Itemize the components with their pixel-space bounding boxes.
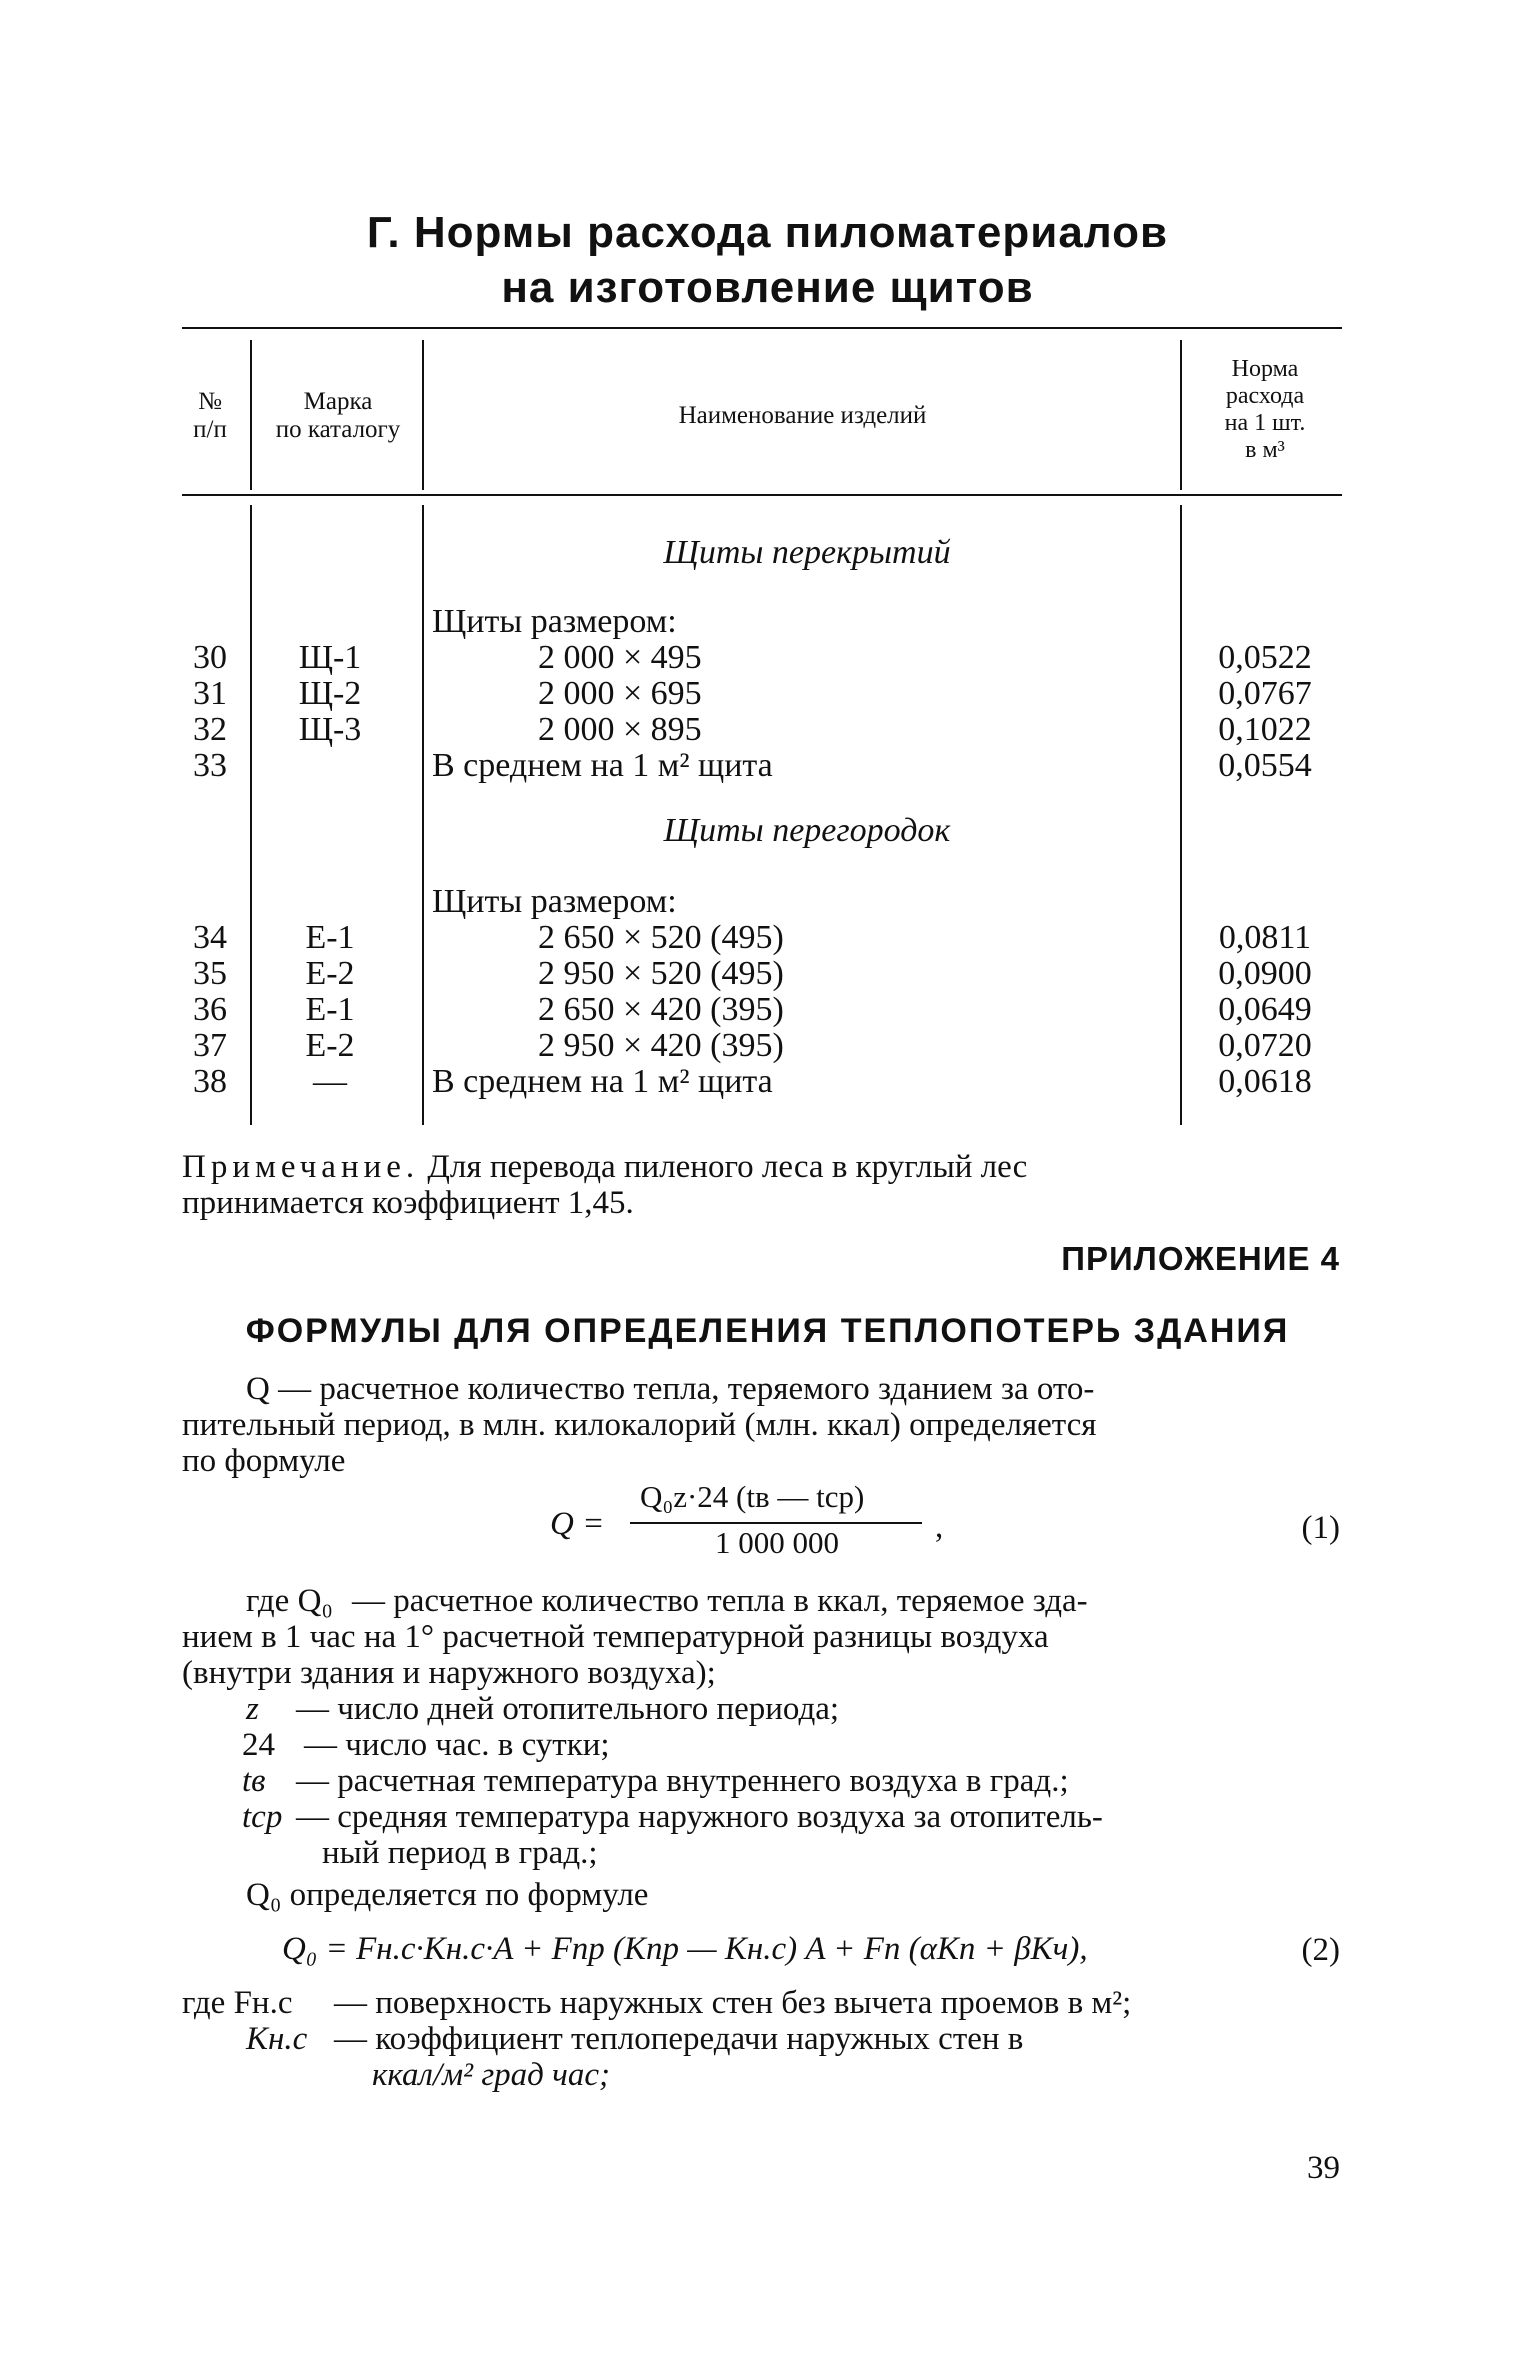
table-col-divider <box>250 340 252 490</box>
header-name: Наименование изделий <box>678 402 927 429</box>
note-label: Примечание. <box>182 1149 420 1185</box>
formula-1-sep: , <box>935 1509 944 1545</box>
q0-intro: Q₀ определяется по формуле <box>246 1877 649 1913</box>
fraction-bar <box>630 1522 922 1524</box>
where-text: — число час. в сутки; <box>304 1727 610 1763</box>
table-note <box>182 1150 1027 1184</box>
formula-1-number: (1) <box>1301 1510 1340 1546</box>
where-text: — поверхность наружных стен без вычета проемов в м²; <box>334 1985 1132 2021</box>
header-mark: Марка по каталогу <box>275 388 401 443</box>
table-col-divider <box>1180 340 1182 490</box>
header-norm: Норма расхода на 1 шт. в м³ <box>1224 356 1306 463</box>
where-sym: 24 <box>242 1727 275 1763</box>
where-text: ккал/м² град час; <box>372 2057 611 2093</box>
formula-1-denominator: 1 000 000 <box>715 1525 839 1560</box>
section-title-text: Нормы расхода пиломатериалов <box>413 208 1169 257</box>
document-page: Г. Нормы расхода пиломатериалов на изготовление щитов № п/п Марка по каталогу Наименование изделий Норма расхода на 1 шт. в м³ Щиты перекрытий Щиты размером: 30 Щ-1 2 000 × 495 0,0522 31 Щ-2 2 000 × 695 0,0767 32 Щ-3 2 000 × 895 0,1022 33 В среднем на 1 м² щита 0,0554 Щиты перегородок Щиты размером: 34 Е-1 2 650 × 520 (495) 0,0811 35 Е-2 2 950 × 520 (495) 0,0900 36 Е-1 2 650 × 420 (395) 0,0649 37 Е-2 2 950 × 420 (395) 0,0720 38 — В среднем на 1 м² щита 0,0618 Примечание. Для перевода пиленого леса в круглый лес принимается коэффициент 1,45. ПРИЛОЖЕНИЕ 4 ФОРМУЛЫ ДЛЯ ОПРЕДЕЛЕНИЯ ТЕПЛОПОТЕРЬ ЗДАНИЯ Q — расчетное количество тепла, теряемого зданием за ото- пительный период, в млн. килокалорий (млн. ккал) определяется по формуле Q = Q₀z·24 (tв — tср) 1 000 000 , (1) где Q₀ — расчетное количество тепла в ккал, теряемое зда- нием в 1 час на 1° расчетной температурной разницы воздуха (внутри здания и наружного воздуха); z — число дней отопительного периода; 24 — число час. в сутки; tв — расчетная температура внутреннего воздуха в град.; tср — средняя температура наружного воздуха за отопитель- ный период в град.; Q₀ определяется по формуле Q₀ = Fн.с·Kн.с·A + Fпр (Kпр — Kн.с) A + Fп (αKп + βKч), (2) где Fн.с — поверхность наружных стен без вычета проемов в м²; Kн.с — коэффициент теплопередачи наружных стен в ккал/м² град час; 39 <box>0 0 1535 2363</box>
intro-line: Q — расчетное количество тепла, теряемого зданием за ото- <box>246 1371 1095 1407</box>
where-text: — средняя температура наружного воздуха за отопитель- <box>296 1799 1103 1835</box>
where-sym: где Fн.с <box>182 1985 293 2021</box>
table-col-divider <box>422 505 424 1125</box>
where-text: ный период в град.; <box>322 1835 598 1871</box>
group-title: Щиты перегородок <box>663 812 951 849</box>
where-sym: z <box>246 1691 259 1727</box>
where-sym: Kн.с <box>246 2021 308 2057</box>
where-text: — коэффициент теплопередачи наружных стен в <box>334 2021 1024 2057</box>
where-text: нием в 1 час на 1° расчетной температурной разницы воздуха <box>182 1619 1049 1655</box>
group-intro: Щиты размером: <box>432 603 677 640</box>
intro-line: пительный период, в млн. килокалорий (млн. ккал) определяется <box>182 1407 1097 1443</box>
where-text: — расчетное количество тепла в ккал, теряемое зда- <box>352 1583 1088 1619</box>
table-col-divider <box>422 340 424 490</box>
section-letter: Г. <box>366 208 401 257</box>
where-sym: где Q₀ <box>246 1583 333 1619</box>
formula-2-number: (2) <box>1301 1932 1340 1968</box>
note-line2: принимается коэффициент 1,45. <box>182 1185 634 1221</box>
appendix-heading: ПРИЛОЖЕНИЕ 4 <box>1061 1240 1340 1277</box>
group-title: Щиты перекрытий <box>663 534 951 571</box>
table-header-rule <box>182 494 1342 496</box>
where-text: — расчетная температура внутреннего воздуха в град.; <box>296 1763 1069 1799</box>
formula-1-lhs: Q = <box>550 1506 605 1542</box>
where-text: (внутри здания и наружного воздуха); <box>182 1655 716 1691</box>
intro-line: по формуле <box>182 1443 346 1479</box>
section-title-line2: на изготовление щитов <box>501 263 1034 312</box>
header-num: № п/п <box>193 388 227 443</box>
table-top-rule <box>182 327 1342 329</box>
formula-section-title: ФОРМУЛЫ ДЛЯ ОПРЕДЕЛЕНИЯ ТЕПЛОПОТЕРЬ ЗДАНИЯ <box>245 1312 1290 1350</box>
group-intro: Щиты размером: <box>432 883 677 920</box>
where-text: — число дней отопительного периода; <box>296 1691 840 1727</box>
formula-1-numerator: Q₀z·24 (tв — tср) <box>640 1479 865 1514</box>
note-line1: Для перевода пиленого леса в круглый лес <box>427 1149 1028 1185</box>
section-title-line1 <box>0 205 1535 261</box>
where-sym: tср <box>242 1799 283 1835</box>
where-sym: tв <box>242 1763 266 1799</box>
page-number: 39 <box>1307 2150 1340 2186</box>
formula-2: Q₀ = Fн.с·Kн.с·A + Fпр (Kпр — Kн.с) A + Fп (αKп + βKч), <box>282 1931 1088 1967</box>
table-col-divider <box>250 505 252 1125</box>
